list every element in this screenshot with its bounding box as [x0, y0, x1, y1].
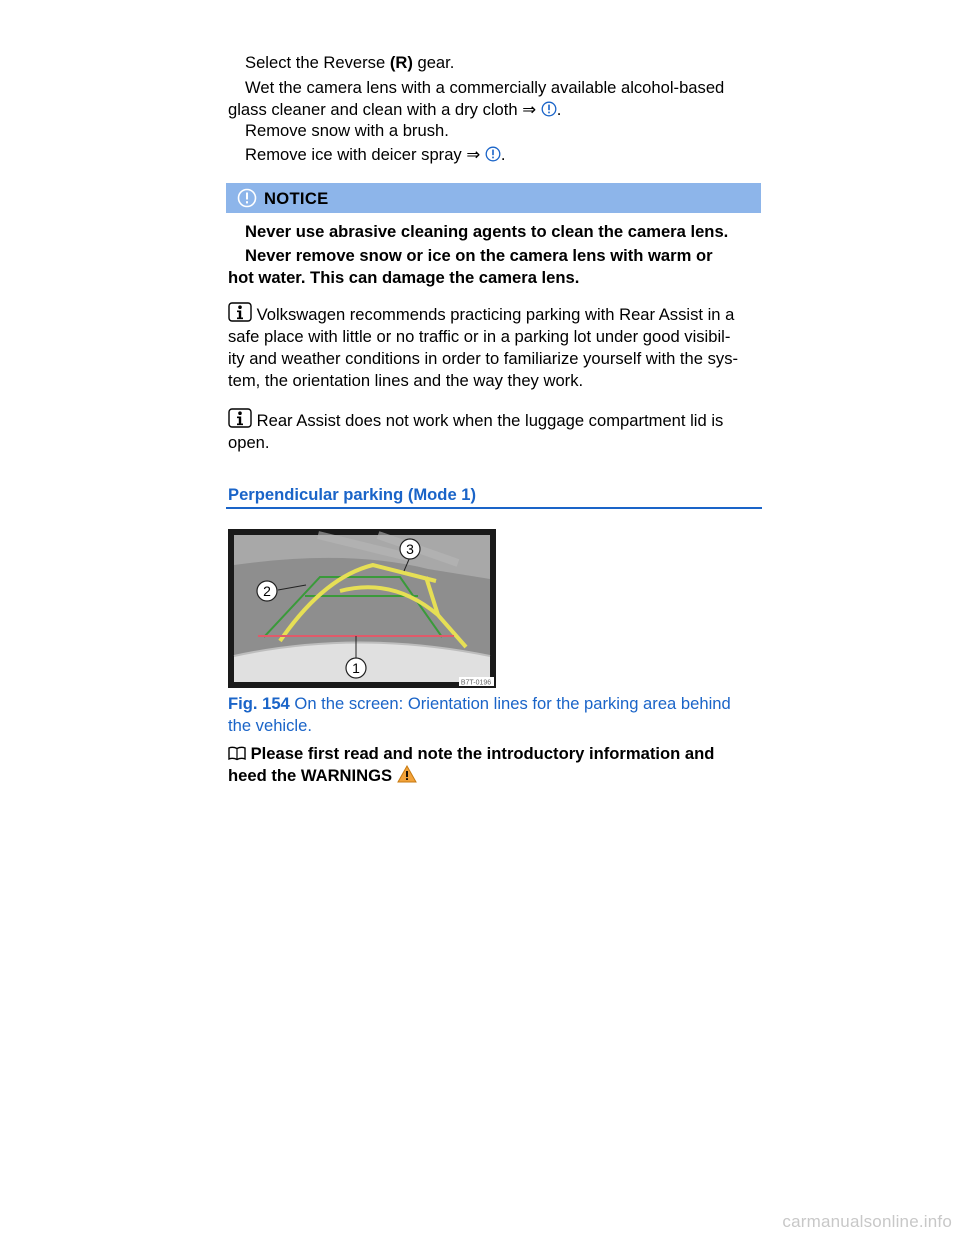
notice-text: Never use abrasive cleaning agents to clean the camera lens. [245, 222, 729, 241]
step-select-reverse [228, 52, 780, 74]
notice-item-abrasive [228, 221, 780, 243]
callout-3 [400, 539, 420, 559]
info-icon [228, 408, 252, 428]
step-text-line1: Wet the camera lens with a commercially available alcohol-based [245, 78, 725, 97]
info-icon [228, 302, 252, 322]
intro-text-line1: Please first read and note the introductory information and [246, 744, 715, 763]
watermark: carmanualsonline.info [782, 1212, 952, 1231]
gear-label: (R) [389, 53, 413, 72]
section-heading [226, 485, 762, 509]
caption-text-line2: the vehicle. [228, 716, 312, 735]
caption-text-line1: On the screen: Orientation lines for the parking area behind [289, 694, 731, 713]
info-text-line2: open. [228, 433, 270, 452]
notice-ref-icon [541, 101, 557, 117]
info-text-line3: ity and weather conditions in order to familiarize yourself with the sys- [228, 349, 739, 368]
info-practice-parking [228, 302, 763, 392]
notice-text-line2: hot water. This can damage the camera lens. [228, 268, 580, 287]
rear-camera-figure [228, 529, 496, 688]
intro-text-line2: heed the WARNINGS [228, 766, 393, 785]
notice-icon [237, 188, 257, 208]
intro-reference [228, 743, 763, 787]
step-wet-lens [228, 77, 763, 121]
step-remove-snow [228, 120, 780, 142]
step-text-end: gear. [412, 53, 455, 72]
callout-2 [257, 581, 277, 601]
step-text-end: . [556, 100, 562, 119]
notice-item-warm-water [228, 245, 763, 289]
step-text-line2: glass cleaner and clean with a dry cloth ⇒ [228, 100, 541, 119]
callout-label: 2 [263, 583, 271, 599]
callout-label: 1 [352, 660, 360, 676]
step-text-end: . [500, 145, 506, 164]
info-text-line4: tem, the orientation lines and the way they work. [228, 371, 584, 390]
info-text-line1: Volkswagen recommends practicing parking with Rear Assist in a [252, 305, 735, 324]
section-title: Perpendicular parking (Mode 1) [228, 485, 477, 504]
callout-label: 3 [406, 541, 414, 557]
info-text-line1: Rear Assist does not work when the luggage compartment lid is [252, 411, 724, 430]
step-text: Select the Reverse [245, 53, 390, 72]
figure-number: Fig. 154 [228, 694, 290, 713]
notice-text-line1: Never remove snow or ice on the camera lens with warm or [245, 246, 713, 265]
info-luggage-lid [228, 408, 763, 454]
step-text: Remove ice with deicer spray ⇒ [245, 145, 485, 164]
figure-caption [228, 693, 763, 737]
step-remove-ice [228, 144, 780, 166]
step-text: Remove snow with a brush. [245, 121, 449, 140]
book-icon [228, 746, 246, 761]
info-text-line2: safe place with little or no traffic or in a parking lot under good visibil- [228, 327, 731, 346]
figure-code: B7T-0196 [460, 679, 492, 687]
callout-1 [346, 658, 366, 678]
warning-icon [397, 765, 417, 783]
notice-header [226, 183, 761, 213]
notice-ref-icon [485, 146, 501, 162]
notice-title: NOTICE [264, 189, 329, 208]
